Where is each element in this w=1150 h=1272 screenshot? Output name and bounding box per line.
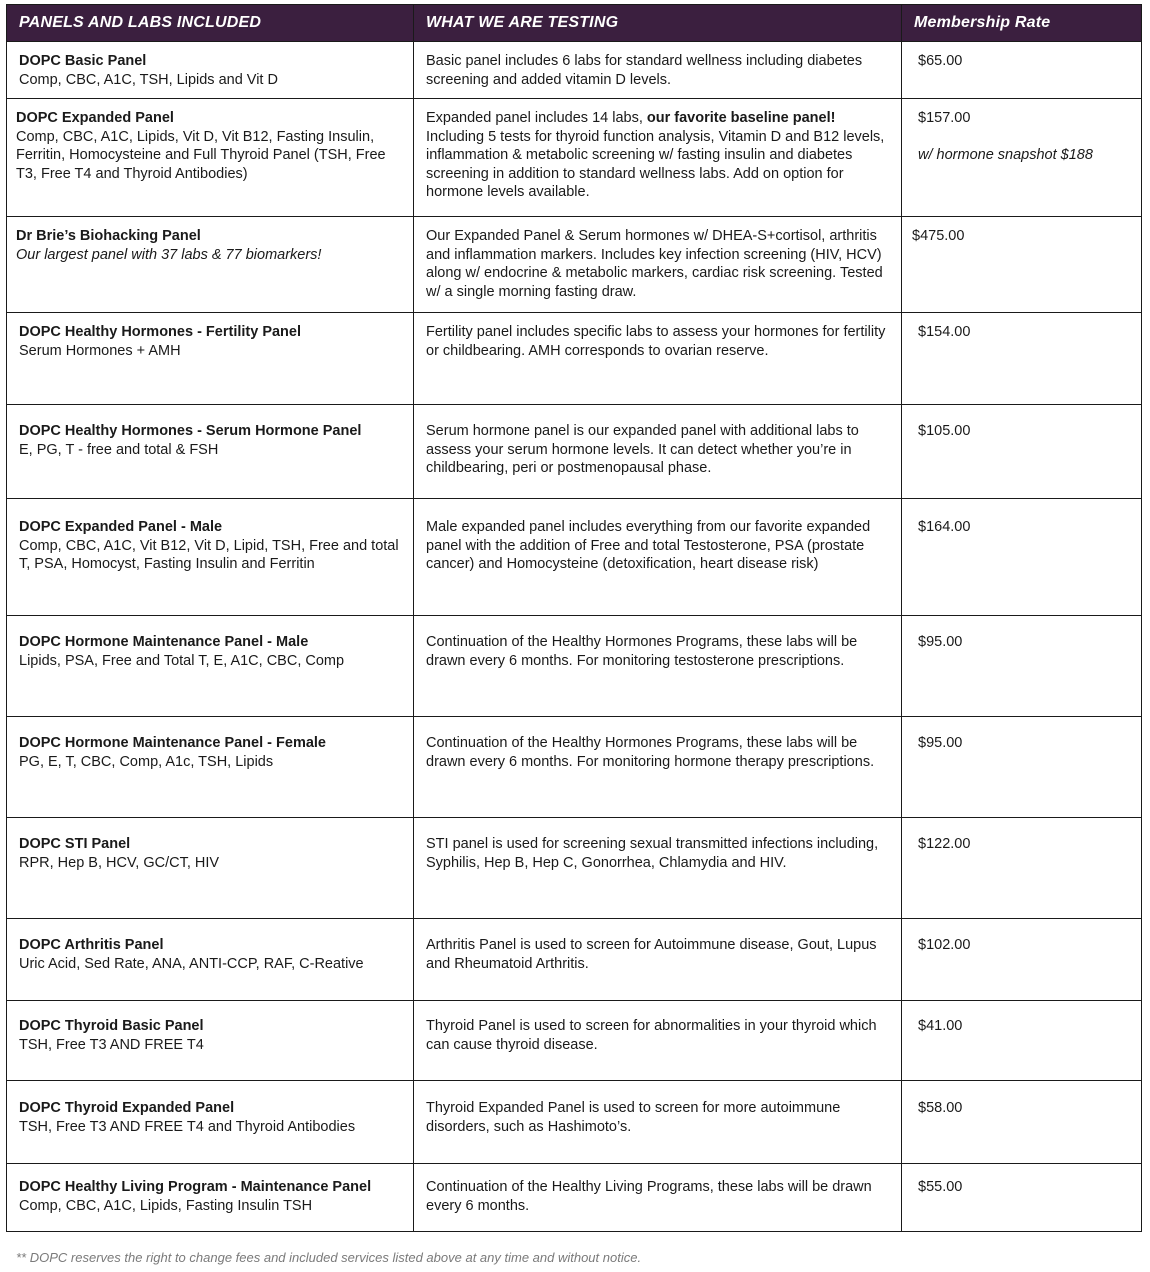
table-row bbox=[7, 818, 1142, 919]
panel-name: DOPC Hormone Maintenance Panel - Male bbox=[19, 634, 309, 650]
panel-description: Continuation of the Healthy Hormones Programs, these labs will be drawn every 6 months. For monitoring hormone therapy prescriptions. bbox=[426, 735, 875, 770]
panel-name: DOPC Healthy Hormones - Fertility Panel bbox=[19, 324, 302, 340]
panel-rate: $58.00 bbox=[918, 1100, 963, 1116]
header-panels-labs: PANELS AND LABS INCLUDED bbox=[7, 5, 414, 42]
panel-description: Basic panel includes 6 labs for standard wellness including diabetes screening and added vitamin D levels. bbox=[426, 53, 863, 88]
panel-description: Continuation of the Healthy Hormones Programs, these labs will be drawn every 6 months. For monitoring testosterone prescriptions. bbox=[426, 634, 858, 669]
table-row bbox=[7, 42, 1142, 99]
panel-description: Continuation of the Healthy Living Programs, these labs will be drawn every 6 months. bbox=[426, 1179, 872, 1214]
panel-rate: $164.00 bbox=[918, 519, 971, 535]
panels-pricing-table bbox=[6, 4, 1142, 1232]
panel-rate: $122.00 bbox=[918, 836, 971, 852]
panel-rate: $95.00 bbox=[918, 634, 963, 650]
panel-name: DOPC Hormone Maintenance Panel - Female bbox=[19, 735, 326, 751]
panel-description: Our Expanded Panel & Serum hormones w/ DHEA-S+cortisol, arthritis and inflammation markers. Includes key infection screening (HIV, HCV) along w/ endocrine & metabolic markers, cardiac risk screening. Tested w/ a single morning fasting draw. bbox=[426, 228, 883, 300]
panel-labs: PG, E, T, CBC, Comp, A1c, TSH, Lipids bbox=[19, 753, 274, 770]
panel-rate: $95.00 bbox=[918, 735, 963, 751]
panel-description: Male expanded panel includes everything from our favorite expanded panel with the addition of Free and total Testosterone, PSA (prostate cancer) and Homocysteine (detoxification, heart disease risk) bbox=[426, 519, 871, 573]
panel-rate: $105.00 bbox=[918, 423, 971, 439]
panel-name: DOPC Healthy Living Program - Maintenance Panel bbox=[19, 1179, 372, 1195]
table-header-row bbox=[7, 5, 1142, 42]
panel-name: Dr Brie’s Biohacking Panel bbox=[16, 228, 201, 244]
panel-description: Arthritis Panel is used to screen for Autoimmune disease, Gout, Lupus and Rheumatoid Arthritis. bbox=[426, 937, 877, 972]
panel-labs: Comp, CBC, A1C, TSH, Lipids and Vit D bbox=[19, 71, 278, 88]
panel-labs: Comp, CBC, A1C, Lipids, Fasting Insulin TSH bbox=[19, 1197, 313, 1214]
panel-labs: TSH, Free T3 AND FREE T4 bbox=[19, 1036, 204, 1053]
panel-rate: $55.00 bbox=[918, 1179, 963, 1195]
table-row bbox=[7, 99, 1142, 217]
panel-labs: Serum Hormones + AMH bbox=[19, 342, 181, 359]
panel-name: DOPC Thyroid Expanded Panel bbox=[19, 1100, 235, 1116]
panel-labs: E, PG, T - free and total & FSH bbox=[19, 441, 219, 458]
panel-name: DOPC Expanded Panel bbox=[16, 110, 174, 126]
panel-rate-note: w/ hormone snapshot $188 bbox=[918, 146, 1093, 163]
panel-description: Expanded panel includes 14 labs, our favorite baseline panel! Including 5 tests for thyroid function analysis, Vitamin D and B12 levels, inflammation & metabolic screening w/ fasting insulin and diabetes screening in addition to standard wellness labs. Add on option for hormone levels available. bbox=[426, 110, 885, 201]
table-row bbox=[7, 1001, 1142, 1081]
panel-description: STI panel is used for screening sexual transmitted infections including, Syphilis, Hep B, Hep C, Gonorrhea, Chlamydia and HIV. bbox=[426, 836, 879, 871]
panel-labs: Lipids, PSA, Free and Total T, E, A1C, CBC, Comp bbox=[19, 652, 345, 669]
disclaimer-footnote: ** DOPC reserves the right to change fees and included services listed above at any time and without notice. bbox=[16, 1250, 642, 1265]
table-row bbox=[7, 405, 1142, 499]
table-row bbox=[7, 717, 1142, 818]
panel-rate: $102.00 bbox=[918, 937, 971, 953]
panel-labs: Comp, CBC, A1C, Lipids, Vit D, Vit B12, Fasting Insulin, Ferritin, Homocysteine and Full Thyroid Panel (TSH, Free T3, Free T4 and Thyroid Antibodies) bbox=[16, 128, 386, 182]
panel-rate: $65.00 bbox=[918, 53, 963, 69]
panel-description: Serum hormone panel is our expanded panel with additional labs to assess your serum hormone levels. It can detect whether you’re in childbearing, peri or postmenopausal phase. bbox=[426, 423, 859, 477]
panel-description: Fertility panel includes specific labs to assess your hormones for fertility or childbearing. AMH corresponds to ovarian reserve. bbox=[426, 324, 886, 359]
panel-labs: RPR, Hep B, HCV, GC/CT, HIV bbox=[19, 854, 220, 871]
panel-rate: $157.00 bbox=[918, 110, 971, 126]
panel-labs: Uric Acid, Sed Rate, ANA, ANTI-CCP, RAF, C-Reative bbox=[19, 955, 364, 972]
table-row bbox=[7, 313, 1142, 405]
panel-name: DOPC STI Panel bbox=[19, 836, 131, 852]
table-row bbox=[7, 1164, 1142, 1232]
header-what-testing: WHAT WE ARE TESTING bbox=[414, 5, 902, 42]
panel-name: DOPC Basic Panel bbox=[19, 53, 147, 69]
table-row bbox=[7, 919, 1142, 1001]
table-row bbox=[7, 499, 1142, 616]
panel-labs: TSH, Free T3 AND FREE T4 and Thyroid Antibodies bbox=[19, 1118, 356, 1135]
panel-description: Thyroid Panel is used to screen for abnormalities in your thyroid which can cause thyroid disease. bbox=[426, 1018, 877, 1053]
panel-name: DOPC Arthritis Panel bbox=[19, 937, 164, 953]
table-row bbox=[7, 217, 1142, 313]
panel-rate: $41.00 bbox=[918, 1018, 963, 1034]
panel-name: DOPC Healthy Hormones - Serum Hormone Panel bbox=[19, 423, 362, 439]
header-membership-rate: Membership Rate bbox=[902, 5, 1142, 42]
table-row bbox=[7, 1081, 1142, 1164]
panel-labs: Our largest panel with 37 labs & 77 biomarkers! bbox=[16, 246, 322, 263]
table-row bbox=[7, 616, 1142, 717]
favorite-highlight: our favorite baseline panel! bbox=[646, 110, 836, 126]
panel-rate: $475.00 bbox=[912, 228, 965, 244]
panel-name: DOPC Expanded Panel - Male bbox=[19, 519, 223, 535]
panel-name: DOPC Thyroid Basic Panel bbox=[19, 1018, 204, 1034]
panel-labs: Comp, CBC, A1C, Vit B12, Vit D, Lipid, TSH, Free and total T, PSA, Homocyst, Fasting Insulin and Ferritin bbox=[19, 537, 399, 573]
panel-rate: $154.00 bbox=[918, 324, 971, 340]
panel-description: Thyroid Expanded Panel is used to screen for more autoimmune disorders, such as Hashimoto’s. bbox=[426, 1100, 841, 1135]
